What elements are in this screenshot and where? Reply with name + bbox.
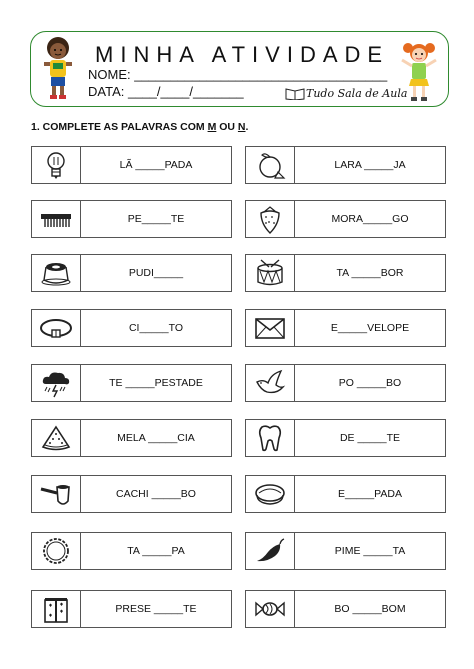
word-blank[interactable]: TA _____BOR [336,267,404,279]
name-field[interactable]: NOME: ___________________________________ [88,67,388,82]
word-blank[interactable]: MELA _____CIA [117,432,195,444]
book-icon [285,86,305,100]
word-blank[interactable]: E_____PADA [337,488,402,500]
word-blank[interactable]: LARA _____JA [334,159,406,171]
brand-logo: Tudo Sala de Aula [306,87,408,100]
date-field[interactable]: DATA: ____/____/_______ [88,84,244,99]
drum-icon [253,258,287,288]
instruction: 1. COMPLETE AS PALAVRAS COM M OU N. [31,121,249,133]
exercise-card [31,364,232,402]
exercise-card [31,419,232,457]
exercise-card [245,364,446,402]
exercise-card [245,590,446,628]
word-blank[interactable]: CACHI _____BO [116,488,196,500]
strawberry-icon [253,204,287,234]
bottle-cap-icon [39,536,73,566]
watermelon-icon [39,423,73,453]
word-blank[interactable]: PIME _____TA [334,545,406,557]
pipe-icon [39,479,73,509]
word-blank[interactable]: PUDI_____ [128,267,184,279]
word-blank[interactable]: PO _____BO [338,377,402,389]
word-blank[interactable]: DE _____TE [339,432,401,444]
word-blank[interactable]: BO _____BOM [334,603,406,615]
exercise-card [245,475,446,513]
exercise-card [31,200,232,238]
storm-cloud-icon [39,368,73,398]
gift-icon [39,594,73,624]
word-blank[interactable]: PRESE _____TE [115,603,197,615]
tooth-icon [253,423,287,453]
pudding-icon [39,258,73,288]
word-blank[interactable]: TE _____PESTADE [109,377,203,389]
exercise-card [31,309,232,347]
exercise-card [245,200,446,238]
page-title: MINHA ATIVIDADE [95,42,390,67]
exercise-card [31,254,232,292]
word-blank[interactable]: E_____VELOPE [330,322,410,334]
exercise-card [245,146,446,184]
word-blank[interactable]: PE_____TE [127,213,185,225]
envelope-icon [253,313,287,343]
dove-icon [253,368,287,398]
word-blank[interactable]: TA _____PA [127,545,185,557]
boy-icon [40,35,76,101]
word-blank[interactable]: LÃ _____PADA [119,159,193,171]
comb-icon [39,204,73,234]
exercise-card [245,254,446,292]
orange-icon [253,150,287,180]
exercise-card [245,419,446,457]
exercise-card [245,309,446,347]
exercise-card [31,590,232,628]
lightbulb-icon [39,150,73,180]
pie-icon [253,479,287,509]
exercise-card [31,532,232,570]
exercise-card [31,475,232,513]
word-blank[interactable]: MORA_____GO [331,213,409,225]
word-blank[interactable]: CI_____TO [128,322,184,334]
exercise-card [31,146,232,184]
candy-icon [253,594,287,624]
belt-icon [39,313,73,343]
exercise-card [245,532,446,570]
pepper-icon [253,536,287,566]
